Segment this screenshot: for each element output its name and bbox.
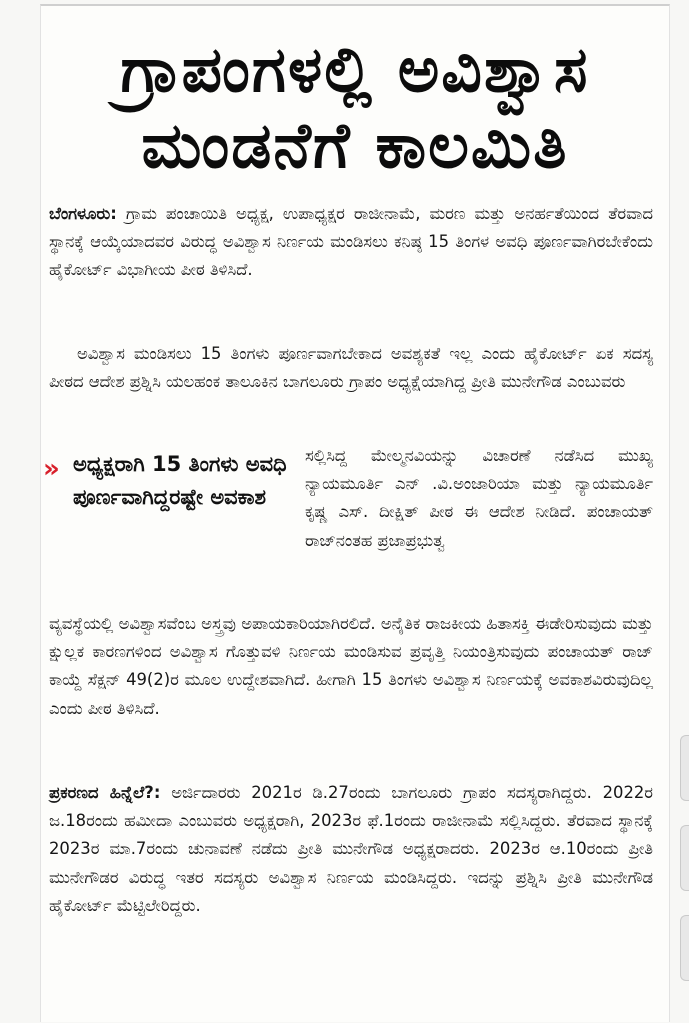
paragraph-background-text: ಅರ್ಜಿದಾರರು 2021ರ ಡಿ.27ರಂದು ಬಾಗಲೂರು ಗ್ರಾಪಂ ಸದಸ್ಯರಾಗಿದ್ದರು. 2022ರ ಜ.18ರಂದು ಹಮೀದಾ ಎಂಬುವರು ಅಧ್ಯಕ್ಷರಾಗಿ, 2023ರ ಫೆ.1ರಂದು ರಾಜೀನಾಮೆ ಸಲ್ಲಿಸಿದ್ದರು. ತೆರವಾದ ಸ್ಥಾನಕ್ಕೆ 2023ರ ಮಾ.7ರಂದು ಚುನಾವಣೆ ನಡೆದು ಪ್ರೀತಿ ಮುನೇಗೌಡ ಅಧ್ಯಕ್ಷರಾದರು. 2023ರ ಆ.10ರಂದು ಪ್ರೀತಿ ಮುನೇಗೌಡರ ವಿರುದ್ಧ ಇತರ ಸದಸ್ಯರು ಅವಿಶ್ವಾಸ ನಿರ್ಣಯ ಮಂಡಿಸಿದ್ದರು. ಇದನ್ನು ಪ್ರಶ್ನಿಸಿ ಪ್ರೀತಿ ಮುನೇಗೌಡ ಹೈಕೋರ್ಟ್ ಮೆಟ್ಟಿಲೇರಿದ್ದರು. (49, 783, 653, 915)
paragraph-appeal-bottom: ವ್ಯವಸ್ಥೆಯಲ್ಲಿ ಅವಿಶ್ವಾಸವೆಂಬ ಅಸ್ತ್ರವು ಅಪಾಯಕಾರಿಯಾಗಿರಲಿದೆ. ಅನೈತಿಕ ರಾಜಕೀಯ ಹಿತಾಸಕ್ತಿ ಈಡೇರಿಸುವುದು ಮತ್ತು ಕ್ಷುಲ್ಲಕ ಕಾರಣಗಳಿಂದ ಅವಿಶ್ವಾಸ ಗೊತ್ತುವಳಿ ನಿರ್ಣಯ ಮಂಡಿಸುವ ಪ್ರವೃತ್ತಿ ನಿಯಂತ್ರಿಸುವುದು ಪಂಚಾಯತ್ ರಾಜ್ ಕಾಯ್ದೆ ಸೆಕ್ಷನ್ 49(2)ರ ಮೂಲ ಉದ್ದೇಶವಾಗಿದೆ. ಹೀಗಾಗಿ 15 ತಿಂಗಳು ಅವಿಶ್ವಾಸ ನಿರ್ಣಯಕ್ಕೆ ಅವಕಾಶವಿರುವುದಿಲ್ಲ ಎಂದು ಪೀಠ ತಿಳಿಸಿದೆ. (49, 614, 653, 718)
paragraph-appeal-top: ಅವಿಶ್ವಾಸ ಮಂಡಿಸಲು 15 ತಿಂಗಳು ಪೂರ್ಣವಾಗಬೇಕಾದ ಅವಶ್ಯಕತೆ ಇಲ್ಲ ಎಂದು ಹೈಕೋರ್ಟ್ ಏಕ ಸದಸ್ಯ ಪೀಠದ ಆದೇಶ ಪ್ರಶ್ನಿಸಿ ಯಲಹಂಕ ತಾಲೂಕಿನ ಬಾಗಲೂರು ಗ್ರಾಪಂ ಅಧ್ಯಕ್ಷೆಯಾಗಿದ್ದ ಪ್ರೀತಿ ಮುನೇಗೌಡ ಎಂಬುವರು (49, 344, 653, 392)
headline (41, 32, 669, 184)
background-label: ಪ್ರಕರಣದ ಹಿನ್ನೆಲೆ?: (49, 783, 161, 802)
dateline: ಬೆಂಗಳೂರು: (49, 204, 117, 223)
double-chevron-icon: » (43, 454, 60, 484)
newspaper-clipping (40, 4, 670, 1022)
paragraph-intro (49, 200, 653, 285)
pull-quote-text: ಅಧ್ಯಕ್ಷರಾಗಿ 15 ತಿಂಗಳು ಅವಧಿ ಪೂರ್ಣವಾಗಿದ್ದರಷ್ಟೇ ಅವಕಾಶ (73, 452, 287, 509)
side-scroll-handle-2[interactable] (680, 825, 689, 891)
headline-line-2: ಮಂಡನೆಗೆ ಕಾಲಮಿತಿ (141, 109, 569, 182)
paragraph-appeal-mid: ಸಲ್ಲಿಸಿದ್ದ ಮೇಲ್ಮನವಿಯನ್ನು ವಿಚಾರಣೆ ನಡೆಸಿದ ಮುಖ್ಯ ನ್ಯಾಯಮೂರ್ತಿ ಎನ್ .ವಿ.ಅಂಜಾರಿಯಾ ಮತ್ತು ನ್ಯಾಯಮೂರ್ತಿ ಕೃಷ್ಣ ಎಸ್. ದೀಕ್ಷಿತ್ ಪೀಠ ಈ ಆದೇಶ ನೀಡಿದೆ. ಪಂಚಾಯತ್ ರಾಜ್‌ನಂತಹ ಪ್ರಜಾಪ್ರಭುತ್ವ (305, 446, 653, 550)
paragraph-intro-text: ಗ್ರಾಮ ಪಂಚಾಯಿತಿ ಅಧ್ಯಕ್ಷ, ಉಪಾಧ್ಯಕ್ಷರ ರಾಜೀನಾಮೆ, ಮರಣ ಮತ್ತು ಅನರ್ಹತೆಯಿಂದ ತೆರವಾದ ಸ್ಥಾನಕ್ಕೆ ಆಯ್ಕೆಯಾದವರ ವಿರುದ್ಧ ಅವಿಶ್ವಾಸ ನಿರ್ಣಯ ಮಂಡಿಸಲು ಕನಿಷ್ಠ 15 ತಿಂಗಳ ಅವಧಿ ಪೂರ್ಣವಾಗಿರಬೇಕೆಂದು ಹೈಕೋರ್ಟ್ ವಿಭಾಗೀಯ ಪೀಠ ತಿಳಿಸಿದೆ. (49, 204, 653, 280)
paragraph-background (49, 779, 653, 920)
headline-line-1: ಗ್ರಾಪಂಗಳಲ್ಲಿ ಅವಿಶ್ವಾಸ (120, 33, 590, 106)
side-scroll-handle-3[interactable] (680, 915, 689, 981)
side-scroll-handle[interactable] (680, 735, 689, 801)
